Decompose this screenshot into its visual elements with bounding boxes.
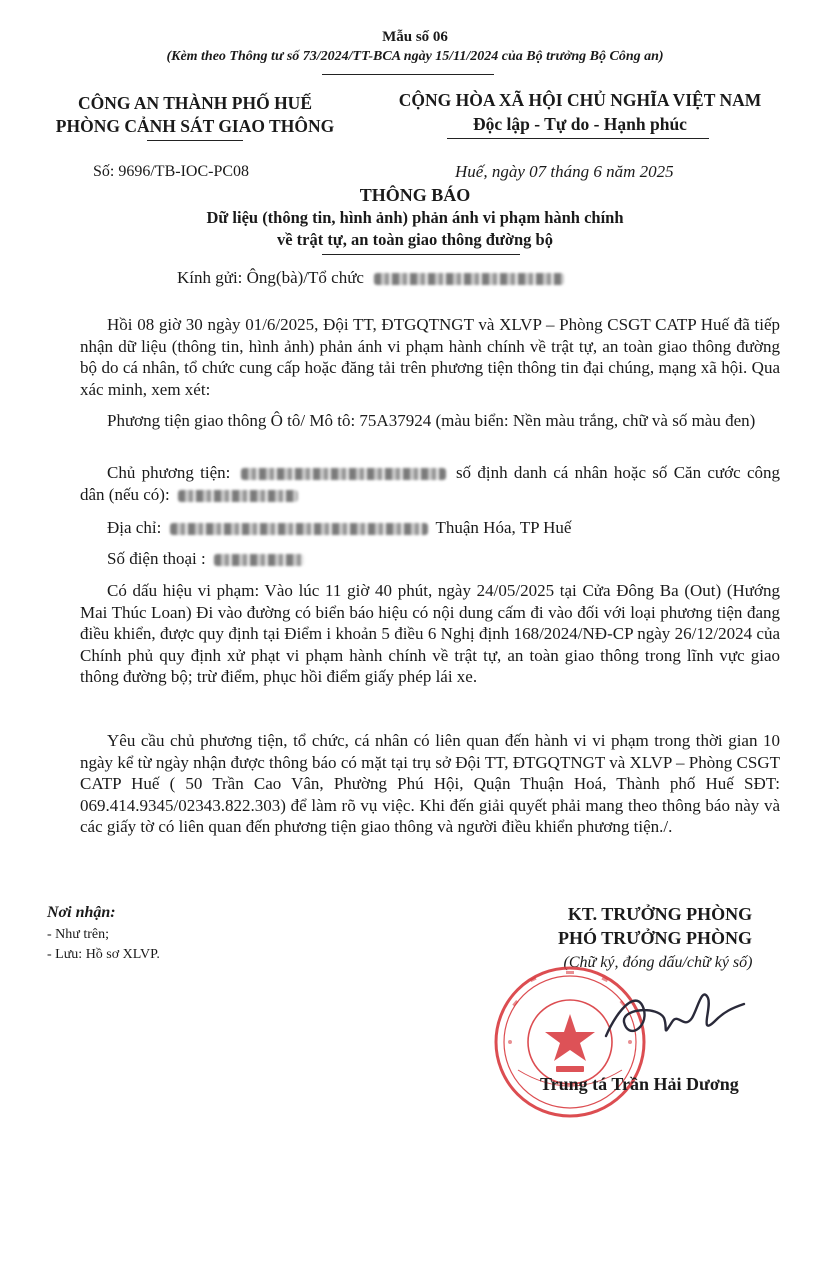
header-rule <box>322 74 494 75</box>
signature-title-2: PHÓ TRƯỞNG PHÒNG <box>557 928 752 948</box>
national-motto: Độc lập - Tự do - Hạnh phúc <box>473 114 687 134</box>
form-number: Mẫu số 06 <box>382 29 448 45</box>
phone-label: Số điện thoại : <box>107 549 206 568</box>
issuer-line-1: CÔNG AN THÀNH PHỐ HUẾ <box>77 93 312 113</box>
redacted-owner-id <box>178 490 298 502</box>
issuer-line-2: PHÒNG CẢNH SÁT GIAO THÔNG <box>55 116 335 136</box>
vehicle-paragraph: Phương tiện giao thông Ô tô/ Mô tô: 75A37924 (màu biển: Nền màu trắng, chữ và số màu đen) <box>107 411 756 430</box>
violation-paragraph: Có dấu hiệu vi phạm: Vào lúc 11 giờ 40 phút, ngày 24/05/2025 tại Cửa Đông Ba (Out) (Hướng Mai Thúc Loan) Đi vào đường có biển báo hiệu có nội dung cấm đi vào đối với loại phương tiện đang điều khiển, được quy định tại Điểm i khoản 5 điều 6 Nghị định 168/2024/NĐ-CP ngày 26/12/2024 của Chính phủ quy định xử phạt vi phạm hành chính về trật tự, an toàn giao thông trong lĩnh vực giao thông đường bộ; trừ điểm, phục hồi điểm giấy phép lái xe. <box>80 581 780 687</box>
redacted-recipient <box>374 273 564 285</box>
recipient-item: - Như trên; <box>47 927 110 942</box>
signature-note: (Chữ ký, đóng dấu/chữ ký số) <box>563 954 753 971</box>
signature-title-1: KT. TRƯỞNG PHÒNG <box>567 904 753 924</box>
redacted-address <box>170 523 428 535</box>
phone-paragraph <box>80 548 780 570</box>
document-number: Số: 9696/TB-IOC-PC08 <box>93 163 250 180</box>
recipients-heading: Nơi nhận: <box>47 904 116 921</box>
attached-note: (Kèm theo Thông tư số 73/2024/TT-BCA ngày 15/11/2024 của Bộ trưởng Bộ Công an) <box>166 49 664 64</box>
issuer-rule <box>147 140 243 141</box>
recipient-item: - Lưu: Hồ sơ XLVP. <box>47 947 160 962</box>
national-title: CỘNG HÒA XÃ HỘI CHỦ NGHĨA VIỆT NAM <box>398 90 762 110</box>
redacted-phone <box>214 554 304 566</box>
subtitle-line-1: Dữ liệu (thông tin, hình ảnh) phản ánh vi phạm hành chính <box>206 208 624 227</box>
signer-name: Trung tá Trần Hải Dương <box>540 1074 739 1094</box>
intro-paragraph: Hồi 08 giờ 30 ngày 01/6/2025, Đội TT, ĐTGQTNGT và XLVP – Phòng CSGT CATP Huế đã tiếp nhận dữ liệu (thông tin, hình ảnh) phản ánh vi phạm hành chính về trật tự, an toàn giao thông đường bộ do cá nhân, tổ chức cung cấp hoặc đăng tải trên phương tiện thông tin đại chúng, mạng xã hội. Qua xác minh, xem xét: <box>80 315 780 399</box>
document-title: THÔNG BÁO <box>359 185 471 205</box>
address-paragraph <box>80 517 780 539</box>
redacted-owner-name <box>241 468 446 480</box>
recipient-line <box>177 268 564 288</box>
handwritten-signature-icon <box>598 978 748 1048</box>
place-date: Huế, ngày 07 tháng 6 năm 2025 <box>455 162 674 181</box>
subtitle-line-2: về trật tự, an toàn giao thông đường bộ <box>276 230 553 249</box>
address-label: Địa chỉ: <box>107 518 162 537</box>
motto-rule <box>447 138 709 139</box>
recipient-label: Kính gửi: Ông(bà)/Tổ chức <box>177 268 364 287</box>
owner-paragraph <box>80 462 780 505</box>
request-paragraph: Yêu cầu chủ phương tiện, tổ chức, cá nhân có liên quan đến hành vi vi phạm trong thời gian 10 ngày kể từ ngày nhận được thông báo có mặt tại trụ sở Đội TT, ĐTGQTNGT và XLVP – Phòng CSGT CATP Huế ( 50 Trần Cao Vân, Phường Phú Hội, Quận Thuận Hoá, Thành phố Huế SĐT: 069.414.9345/02343.822.303) để làm rõ vụ việc. Khi đến giải quyết phải mang theo thông báo này và các giấy tờ có liên quan đến phương tiện giao thông và người điều khiển phương tiện./. <box>80 731 780 837</box>
title-rule <box>322 254 520 255</box>
address-tail: Thuận Hóa, TP Huế <box>435 518 572 537</box>
owner-id-text: số định danh cá nhân hoặc số Căn cước công dân (nếu có): <box>80 463 781 504</box>
owner-label: Chủ phương tiện: <box>107 463 231 482</box>
